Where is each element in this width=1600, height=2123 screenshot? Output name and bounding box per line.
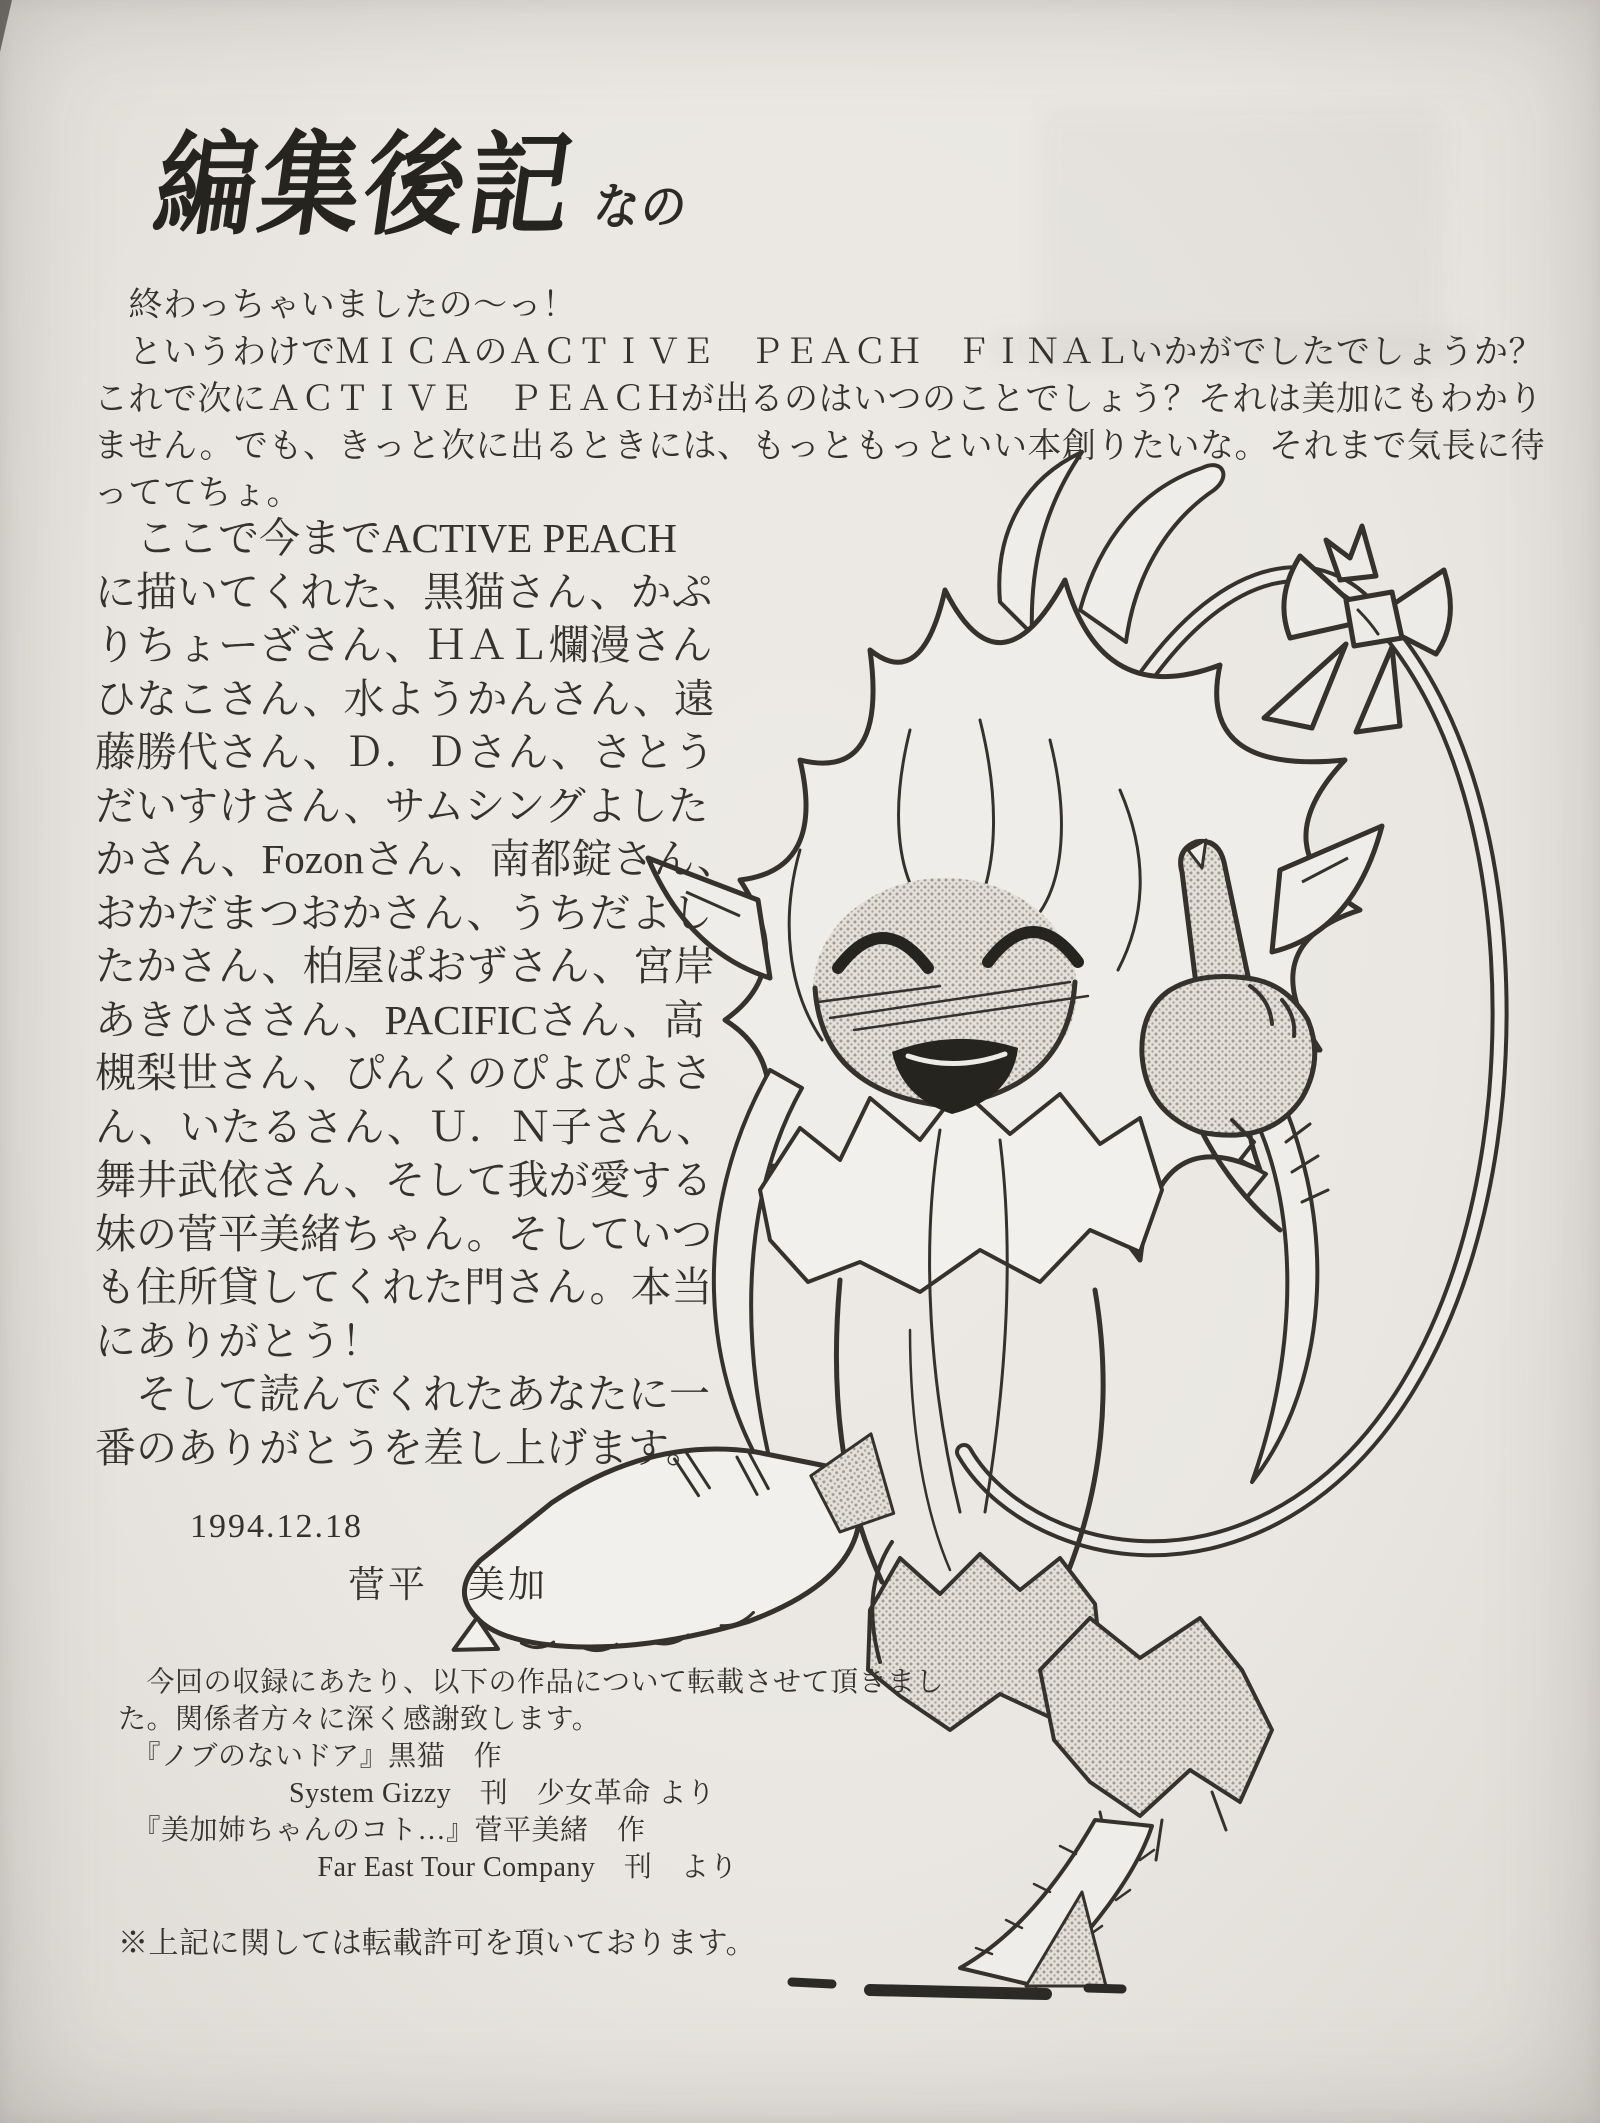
text-line: ここで今までACTIVE PEACH [95,515,677,561]
text-line: 槻梨世さん、ぴんくのぴよぴよさ [95,1050,713,1096]
text-line: たかさん、柏屋ぱおずさん、宮岸 [95,943,715,989]
text-line: かさん、Fozonさん、南都錠さん、 [95,836,738,882]
page-title-text: 編集後記 [147,121,584,251]
scan-artifact-corner [0,0,12,52]
text-line: 『美加姉ちゃんのコト…』菅平美緒 作 [118,1815,646,1846]
text-line: ひなこさん、水ようかんさん、遠 [95,675,715,722]
text-line: あきひささん、PACIFICさん、高 [95,996,705,1043]
text-line: にありがとう！ [95,1317,382,1364]
page-title-suffix: なの [590,178,693,236]
text-line: 終わっちゃいましたの～っ！ [94,287,577,324]
text-line: も住所貸してくれた門さん。本当 [95,1264,713,1310]
text-line: 舞井武依さん、そして我が愛する [95,1157,713,1203]
text-line: ん、いたるさん、Ｕ．Ｎ子さん、 [95,1103,718,1150]
text-line: だいすけさん、サムシングよした [95,782,709,829]
text-line: これで次にＡＣＴＩＶＥ ＰＥＡＣＨが出るのはいつのことでしょう？それは美加にもわかり [94,381,1543,418]
text-line: 番のありがとうを差し上げます。 [95,1424,707,1471]
text-line: っててちょ。 [94,475,301,512]
ribbon-bow-icon [1264,526,1450,732]
text-line: 今回の収録にあたり、以下の作品について転載させて頂きまし [118,1667,944,1698]
text-line: た。関係者方々に深く感謝致します。 [118,1704,601,1735]
text-line: 妹の菅平美緒ちゃん。そしていつ [95,1210,713,1257]
text-line: りちょーざさん、ＨＡＬ爛漫さん [95,622,713,668]
signoff-author: 菅平 美加 [348,1565,548,1606]
text-line: 藤勝代さん、Ｄ．Ｄさん、さとう [95,729,715,775]
text-line: に描いてくれた、黒猫さん、かぷ [95,568,713,615]
intro-paragraph [94,282,1545,517]
text-line: そして読んでくれたあなたに一 [95,1371,710,1417]
text-line: 『ノブのないドア』黒猫 作 [118,1741,503,1772]
text-line: おかだまつおかさん、うちだよし [95,889,713,936]
text-line: というわけでＭＩＣＡのＡＣＴＩＶＥ ＰＥＡＣＨ ＦＩＮＡＬいかがでしたでしょうか？ [94,334,1543,371]
text-line: System Gizzy 刊 少女革命 より [118,1778,716,1809]
signoff-date: 1994.12.18 [190,1508,363,1545]
permission-note: ※上記に関しては転載許可を頂いております。 [118,1927,757,1960]
text-line: Far East Tour Company 刊 より [118,1852,738,1883]
credits-block [118,1664,944,1886]
thanks-column [95,512,738,1475]
text-line: ません。でも、きっと次に出るときには、もっともっといい本創りたいな。それまで気長に待 [94,428,1546,465]
page-title [147,121,699,251]
